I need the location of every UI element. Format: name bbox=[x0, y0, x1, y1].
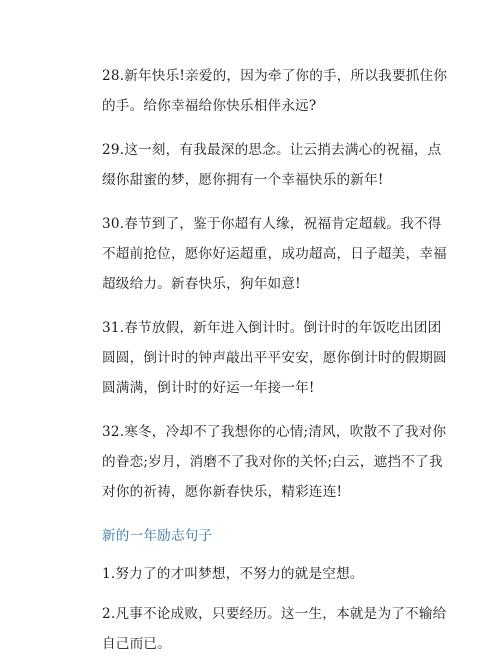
section-item-1: 1.努力了的才叫梦想，不努力的就是空想。 bbox=[102, 566, 364, 582]
paragraph-31: 31.春节放假，新年进入倒计时。倒计时的年饭吃出团团圆圆，倒计时的钟声敲出平平安安，愿你倒计时的假期圆圆满满，倒计时的好运一年接一年! bbox=[102, 320, 447, 396]
section-item-2: 2.凡事不论成败，只要经历。这一生，本就是为了不输给自己而已。 bbox=[102, 606, 447, 652]
paragraph-30: 30.春节到了，鉴于你超有人缘，祝福肯定超载。我不得不超前抢位，愿你好运超重，成功超高，日子超美，幸福超级给力。新春快乐，狗年如意! bbox=[102, 216, 447, 292]
paragraph-32: 32.寒冬，冷却不了我想你的心情;清风，吹散不了我对你的眷恋;岁月，消磨不了我对你的关怀;白云，遮挡不了我对你的祈祷，愿你新春快乐，精彩连连! bbox=[102, 424, 447, 500]
paragraph-28: 28.新年快乐!亲爱的，因为牵了你的手，所以我要抓住你的手。给你幸福给你快乐相伴永远? bbox=[102, 68, 448, 114]
paragraph-29: 29.这一刻，有我最深的思念。让云捎去满心的祝福，点缀你甜蜜的梦，愿你拥有一个幸福快乐的新年! bbox=[102, 142, 442, 188]
section-heading: 新的一年励志句子 bbox=[102, 528, 213, 544]
